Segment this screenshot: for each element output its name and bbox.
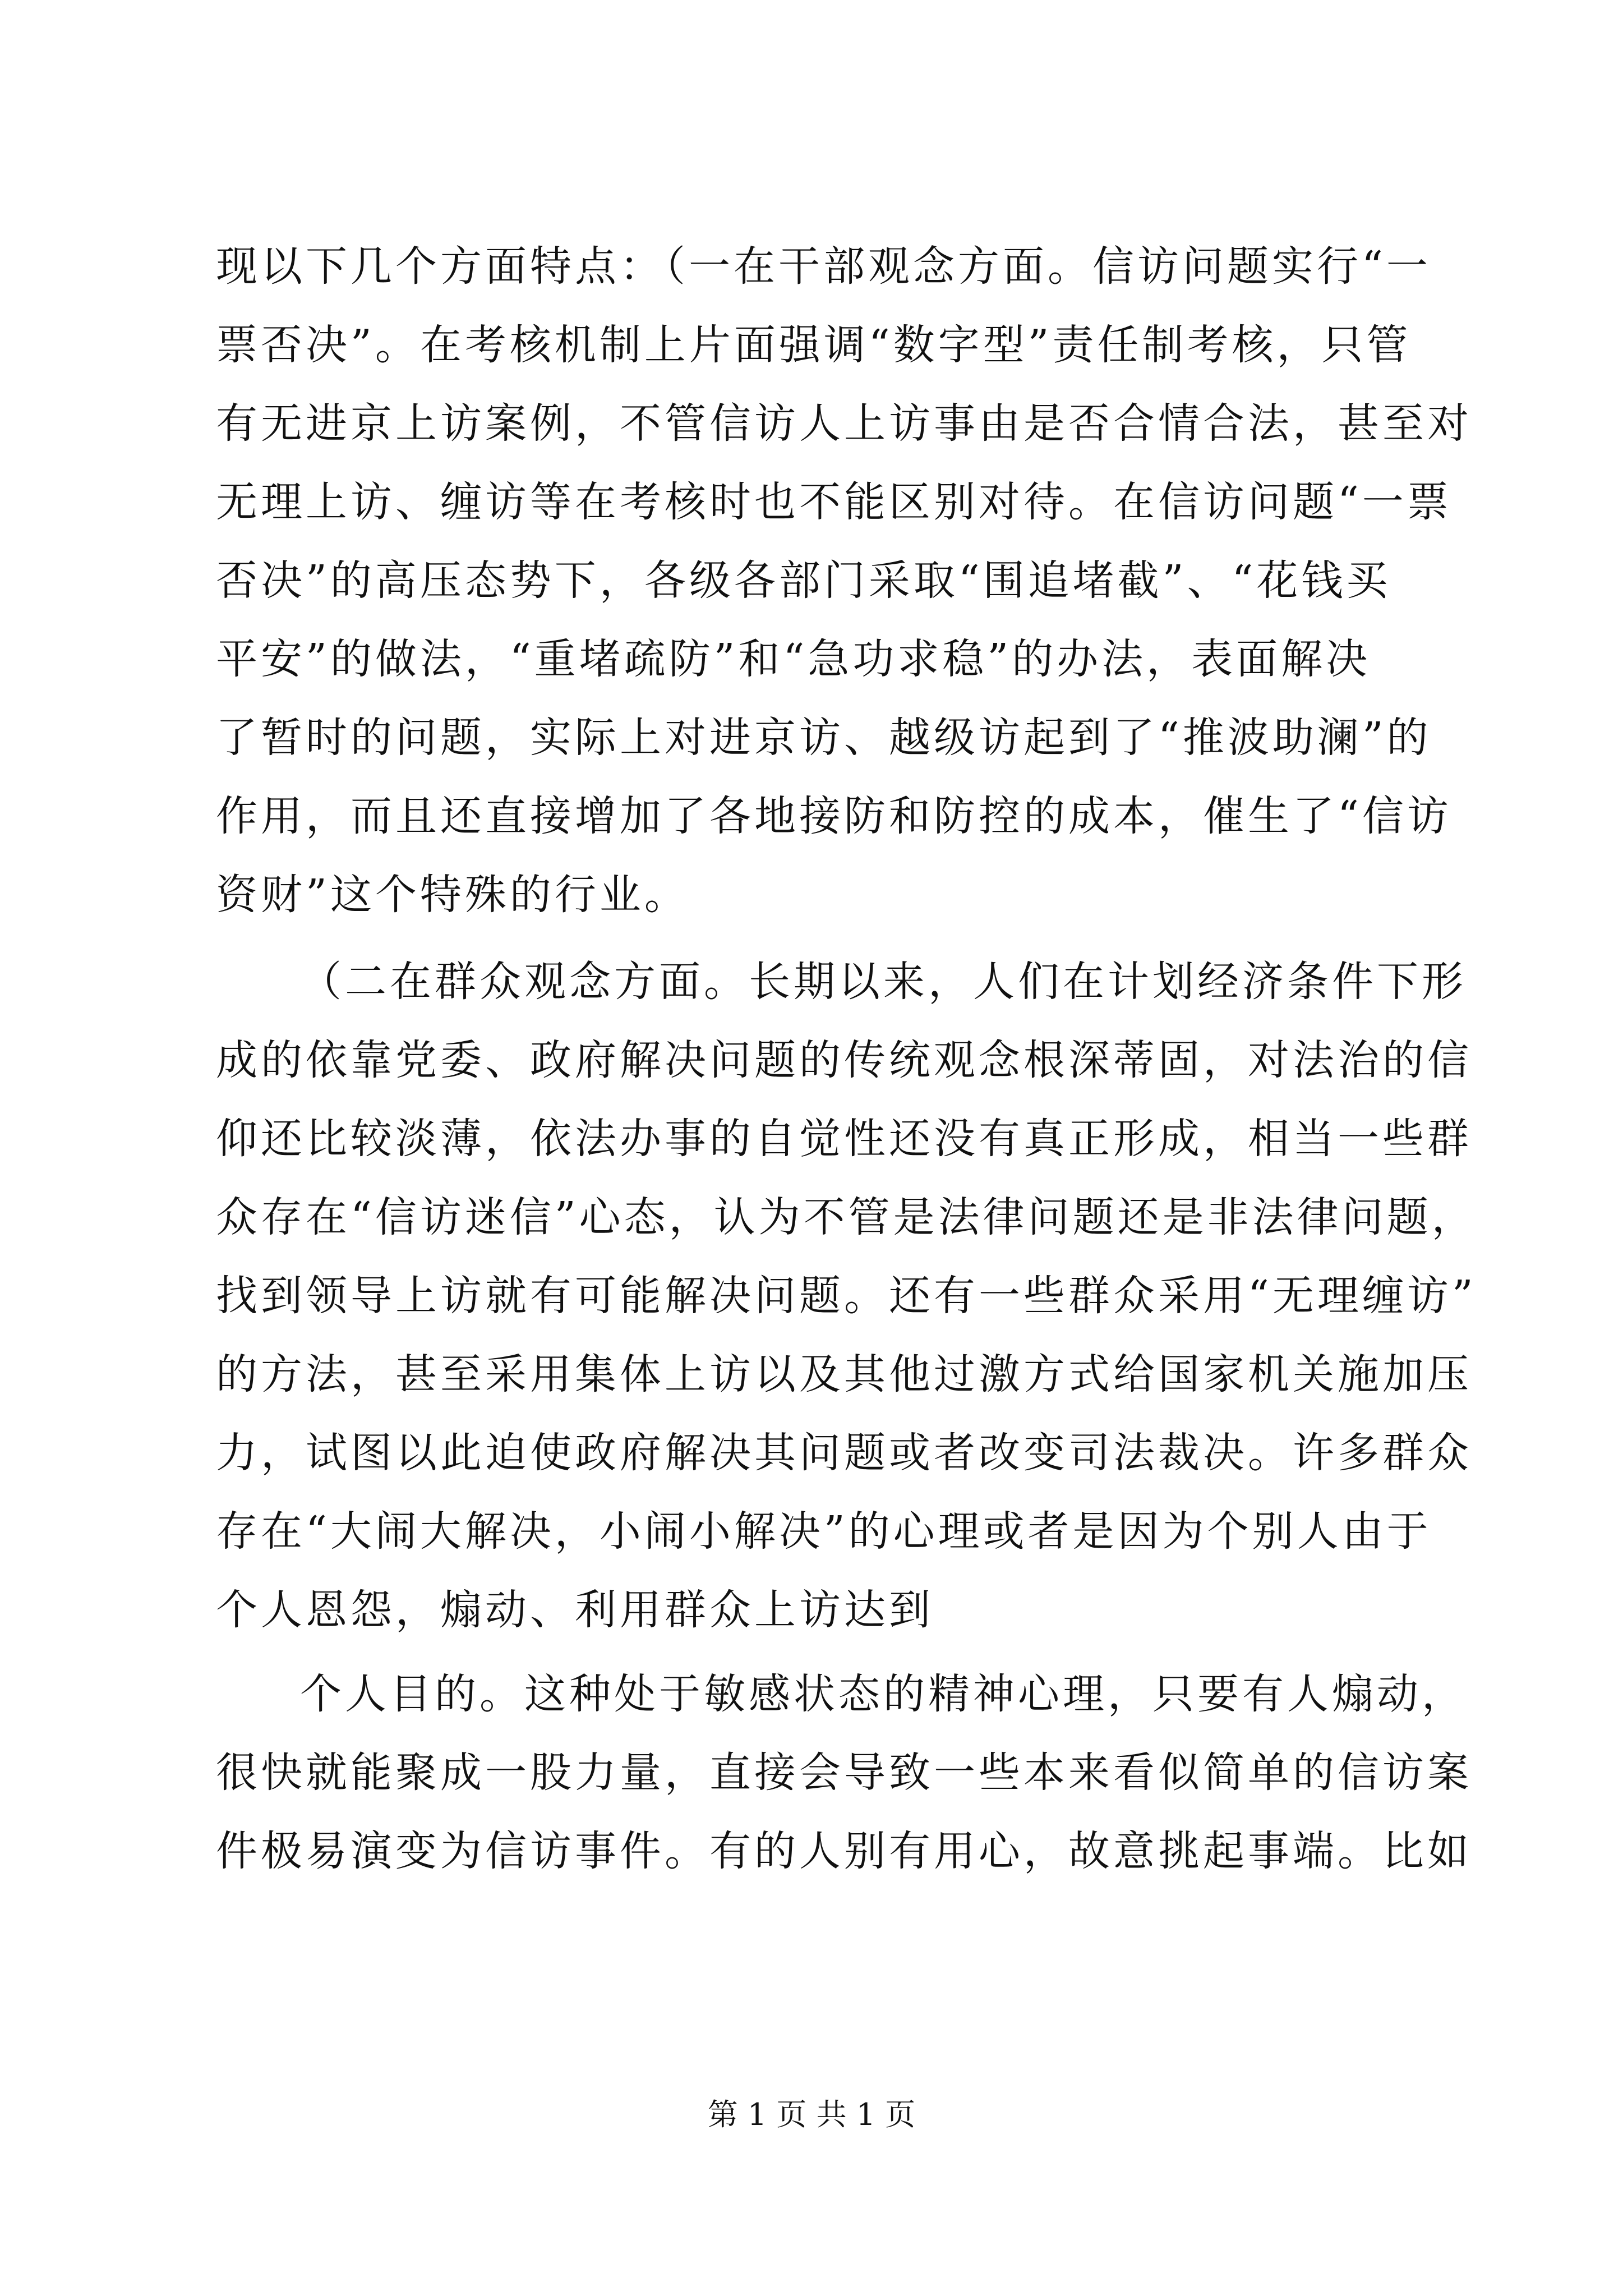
text-line: 个人恩怨，煽动、利用群众上访达到 (216, 1586, 934, 1634)
text-line: （二在群众观念方面。长期以来，人们在计划经济条件下形 (300, 958, 1467, 1006)
page-footer: 第 1 页 共 1 页 (707, 2097, 916, 2132)
text-line: 作用，而且还直接增加了各地接防和防控的成本，催生了“信访 (216, 792, 1452, 840)
text-line: 成的依靠党委、政府解决问题的传统观念根深蒂固，对法治的信 (216, 1036, 1472, 1084)
text-line: 票否决”。在考核机制上片面强调“数字型”责任制考核，只管 (216, 321, 1412, 369)
text-line: 众存在“信访迷信”心态，认为不管是法律问题还是非法律问题， (216, 1193, 1477, 1241)
text-line: 否决”的高压态势下，各级各部门采取“围追堵截”、“花钱买 (216, 556, 1391, 605)
text-line: 仰还比较淡薄，依法办事的自觉性还没有真正形成，相当一些群 (216, 1115, 1472, 1163)
text-line: 个人目的。这种处于敏感状态的精神心理，只要有人煽动， (300, 1670, 1467, 1718)
text-line: 无理上访、缠访等在考核时也不能区别对待。在信访问题“一票 (216, 478, 1452, 526)
text-line: 力，试图以此迫使政府解决其问题或者改变司法裁决。许多群众 (216, 1429, 1472, 1477)
text-line: 现以下几个方面特点：（一在干部观念方面。信访问题实行“一 (216, 242, 1431, 291)
text-line: 资财”这个特殊的行业。 (216, 871, 689, 919)
text-line: 有无进京上访案例，不管信访人上访事由是否合情合法，甚至对 (216, 399, 1472, 448)
text-line: 平安”的做法，“重堵疏防”和“急功求稳”的办法，表面解决 (216, 635, 1371, 683)
text-line: 存在“大闹大解决，小闹小解决”的心理或者是因为个别人由于 (216, 1507, 1432, 1556)
text-line: 很快就能聚成一股力量，直接会导致一些本来看似简单的信访案 (216, 1749, 1472, 1797)
text-line: 找到领导上访就有可能解决问题。还有一些群众采用“无理缠访” (216, 1272, 1477, 1320)
text-line: 的方法，甚至采用集体上访以及其他过激方式给国家机关施加压 (216, 1350, 1472, 1398)
text-line: 了暂时的问题，实际上对进京访、越级访起到了“推波助澜”的 (216, 714, 1432, 762)
text-line: 件极易演变为信访事件。有的人别有用心，故意挑起事端。比如 (216, 1827, 1472, 1875)
